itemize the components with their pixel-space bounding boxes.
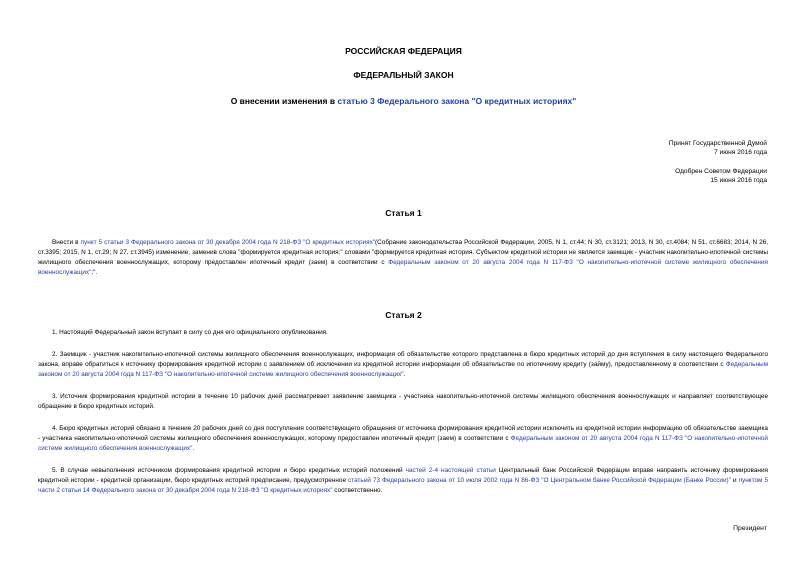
law-218-article-3-link[interactable]: пункт 5 статьи 3 Федерального закона от 30 декабря 2004 года N 218-ФЗ "О кредитных историях" bbox=[80, 239, 376, 246]
country-heading: РОССИЙСКАЯ ФЕДЕРАЦИЯ bbox=[345, 46, 462, 56]
article-2-p5-text-c: и bbox=[730, 477, 739, 484]
article-2-p4-text: 4. Бюро кредитных историй обязано в течение 20 рабочих дней со дня поступления соответствующего обращения от источника формирования кредитной истории исключить из кредитной истории информацию об обязательстве заемщика - участника накопительно-ипотечной системы жилищного обеспечения военнослужащих, которому предоставлен ипотечный кредит (заем) в соответствии с bbox=[38, 425, 768, 442]
article-2-p1-text: 1. Настоящий Федеральный закон вступает в силу со дня его официального опубликования. bbox=[52, 329, 328, 336]
president-signature: Президент bbox=[733, 525, 767, 532]
law-117-link[interactable]: Федеральным законом от 20 августа 2004 года N 117-ФЗ "О накопительно-ипотечной системе жилищного обеспечения военнослужащих" bbox=[38, 435, 768, 452]
article-2-paragraph-3 bbox=[38, 392, 768, 412]
article-2-paragraph-2 bbox=[38, 350, 768, 380]
law-117-link[interactable]: Федеральным законом от 20 августа 2004 года N 117-ФЗ "О накопительно-ипотечной системе жилищного обеспечения военнослужащих" bbox=[38, 361, 768, 378]
article-2-paragraph-4 bbox=[38, 424, 768, 454]
document-title-prefix: О внесении изменения в bbox=[230, 96, 338, 106]
article-1-heading: Статья 1 bbox=[385, 208, 422, 218]
article-2-p5-text-d: соответственно. bbox=[332, 487, 383, 494]
law-86-article-73-link[interactable]: статьей 73 Федерального закона от 10 июля 2002 года N 86-ФЗ "О Центральном банке Российской Федерации (Банке России)" bbox=[348, 477, 731, 484]
article-2-p3-text: 3. Источник формирования кредитной истории в течение 10 рабочих дней рассматривает заявление заемщика - участника накопительно-ипотечной системы жилищного обеспечения военнослужащих и направляет соответствующее обращение в бюро кредитных историй. bbox=[38, 393, 768, 410]
document-type-heading: ФЕДЕРАЛЬНЫЙ ЗАКОН bbox=[353, 70, 454, 80]
article-2-paragraph-1 bbox=[38, 328, 768, 338]
law-218-article-14-link[interactable]: пунктом 5 части 2 статьи 14 Федерального закона от 30 декабря 2004 года N 218-ФЗ "О кредитных историях" bbox=[38, 477, 769, 494]
title-article-link[interactable]: статью 3 Федерального закона "О кредитных историях" bbox=[337, 96, 577, 106]
parts-2-4-link[interactable]: частей 2-4 настоящей статьи bbox=[405, 467, 496, 474]
article-2-p5-text-b: Центральный банк Российской Федерации вправе направить источнику формирования кредитной истории - кредитной организации, бюро кредитных историй предписание, предусмотренное bbox=[38, 467, 768, 484]
article-1-text-end: ;". bbox=[91, 269, 98, 276]
document-title bbox=[0, 96, 807, 106]
article-1-text-mid: (Собрание законодательства Российской Федерации, 2005, N 1, ст.44; N 30, ст.3121; 2013, N 30, ст.4084; N 51, ст.6683; 2014, N 26, ст.3395; 2015, N 1, ст.29; N 27, ст.3945) изменение, заменив слова "формируется кредитная история;" словами "формируется кредитная история. Субъектом кредитной истории не является заемщик - участник накопительно-ипотечной системы жилищного обеспечения военнослужащих, которому предоставлен ипотечный кредит (заем) в соответствии с bbox=[38, 239, 769, 266]
council-date: 15 июня 2016 года bbox=[710, 177, 767, 184]
article-2-p2-end: . bbox=[403, 371, 406, 378]
article-2-p2-text: 2. Заемщик - участник накопительно-ипотечной системы жилищного обеспечения военнослужащих, информация об обязательстве которого представлена в бюро кредитных историй до дня вступления в силу настоящего Федерального закона, вправе обратиться к источнику формирования кредитной истории с заявлением об исключении из кредитной истории информации об обязательстве по ипотечному кредиту (займу), предоставленному в соответствии с bbox=[38, 351, 768, 368]
article-2-p5-text-a: 5. В случае невыполнения источником формирования кредитной истории и бюро кредитных историй положений bbox=[52, 467, 406, 474]
duma-adoption bbox=[669, 139, 767, 157]
article-1-paragraph bbox=[38, 238, 768, 278]
council-approval bbox=[675, 167, 767, 185]
article-2-heading: Статья 2 bbox=[385, 310, 422, 320]
council-label: Одобрен Советом Федерации bbox=[675, 168, 767, 175]
article-2-paragraph-5 bbox=[38, 466, 768, 496]
duma-date: 7 июня 2016 года bbox=[714, 149, 767, 156]
article-2-p4-end: . bbox=[192, 445, 195, 452]
law-117-link[interactable]: Федеральным законом от 20 августа 2004 года N 117-ФЗ "О накопительно-ипотечной системе жилищного обеспечения военнослужащих" bbox=[38, 259, 768, 276]
article-1-text-start: Внести в bbox=[52, 239, 81, 246]
duma-label: Принят Государственной Думой bbox=[668, 140, 767, 147]
